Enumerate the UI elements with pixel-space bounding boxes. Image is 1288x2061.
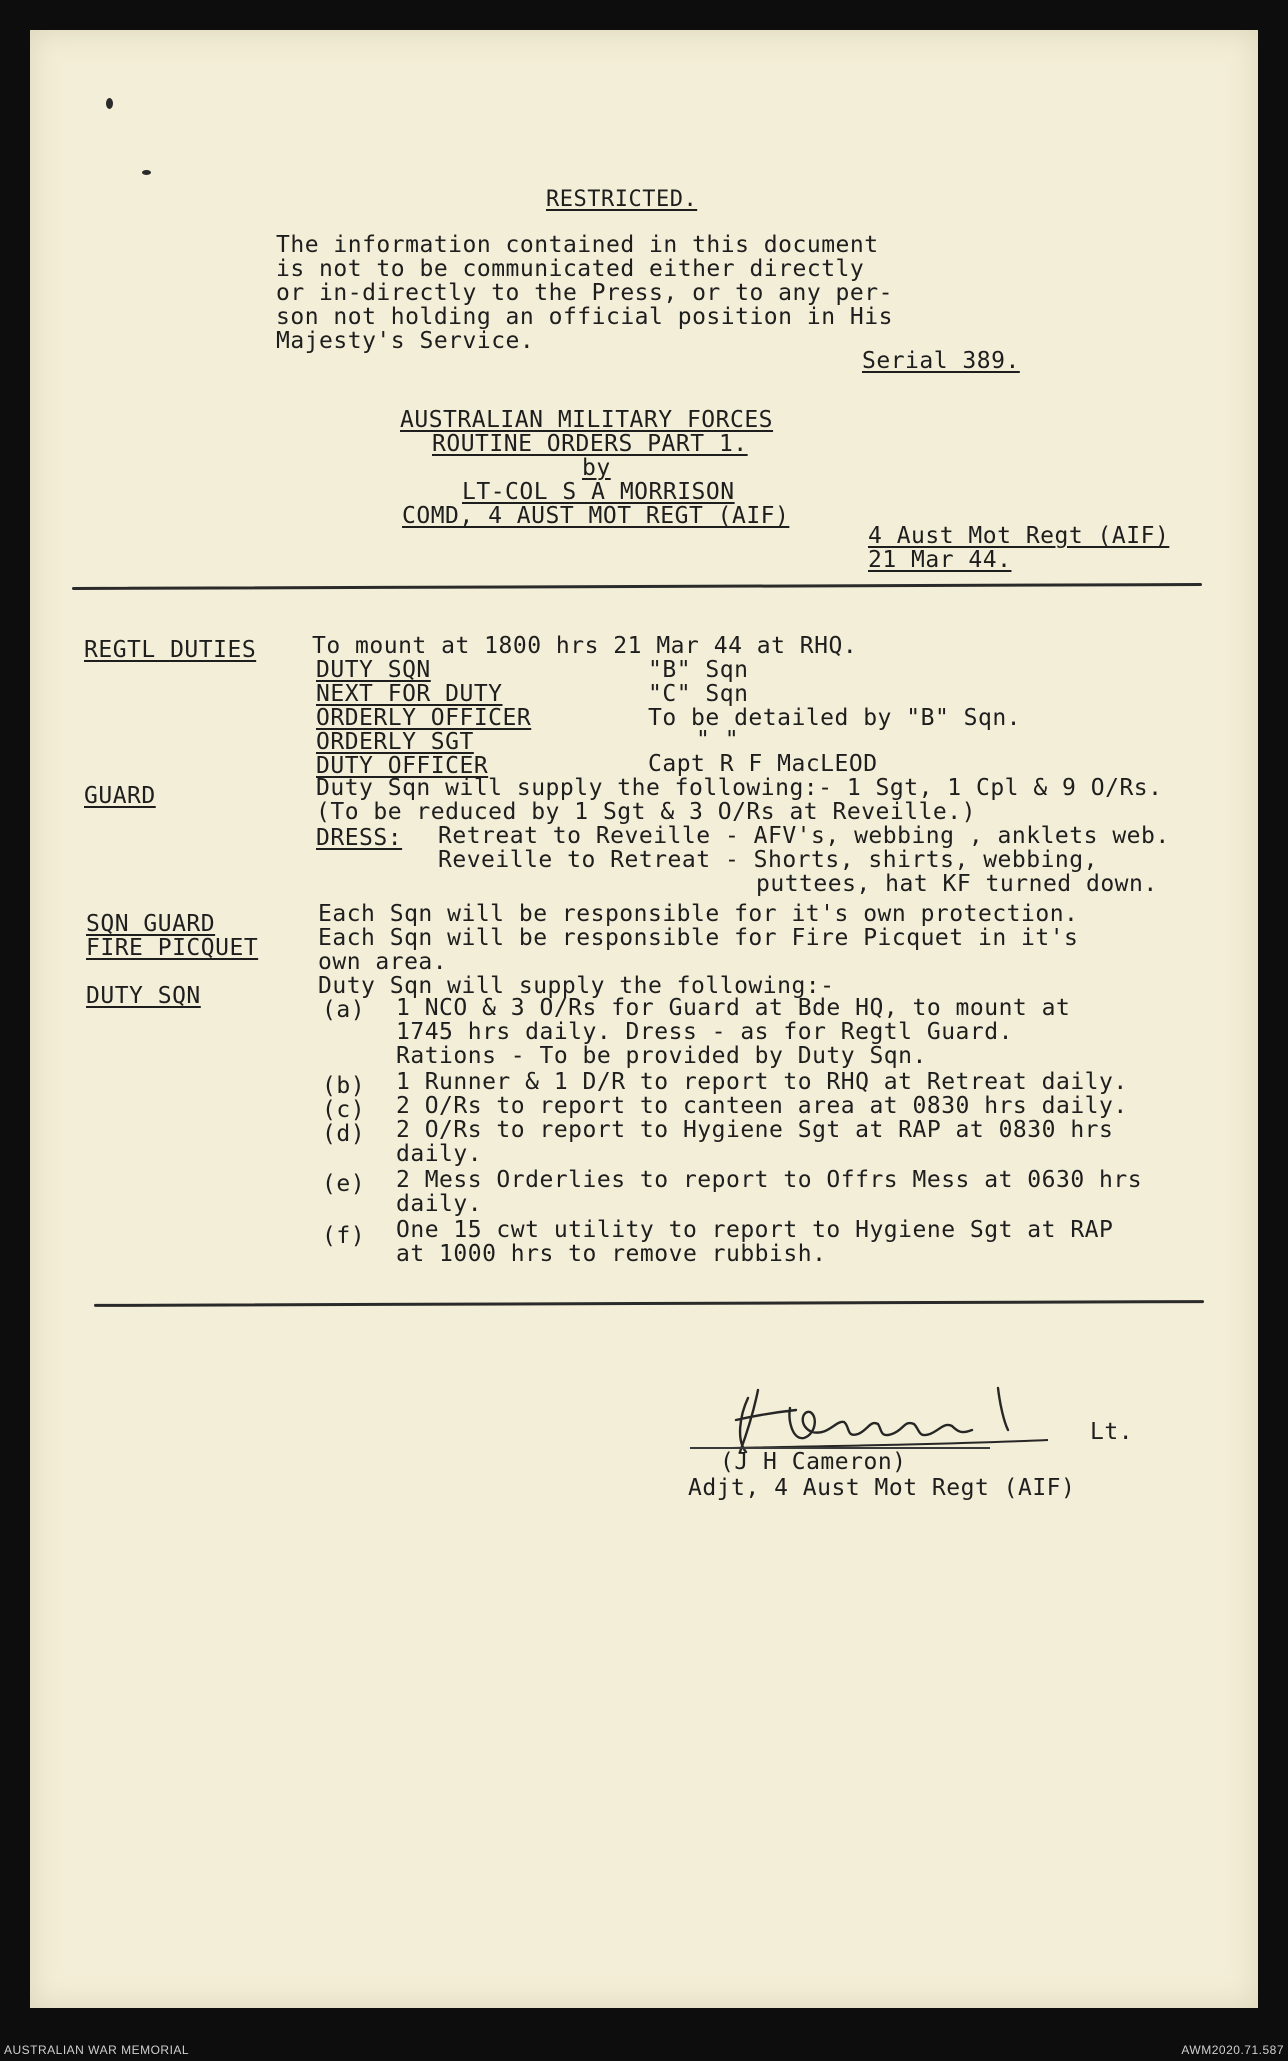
signatory-title: Adjt, 4 Aust Mot Regt (AIF) [688, 1475, 1076, 1501]
item-line: daily. [396, 1191, 483, 1217]
title-line: LT-COL S A MORRISON [462, 479, 735, 505]
duty-value: To be detailed by "B" Sqn. [648, 705, 1022, 731]
classification-heading: RESTRICTED. [546, 187, 698, 212]
dress-line: Retreat to Reveille - AFV's, webbing , anklets web. [438, 823, 1170, 849]
sqn-guard-text: Each Sqn will be responsible for it's own protection. [318, 901, 1079, 927]
guard-line: (To be reduced by 1 Sgt & 3 O/Rs at Reveille.) [316, 799, 976, 825]
item-marker: (f) [322, 1223, 366, 1249]
item-line: Rations - To be provided by Duty Sqn. [396, 1043, 927, 1069]
duty-value: " " [696, 727, 740, 753]
footer-archive-name: AUSTRALIAN WAR MEMORIAL [4, 2043, 190, 2057]
ink-blot [142, 170, 151, 175]
item-line: at 1000 hrs to remove rubbish. [396, 1241, 827, 1267]
item-marker: (b) [322, 1073, 366, 1099]
notice-line: The information contained in this document [276, 232, 879, 258]
guard-line: Duty Sqn will supply the following:- 1 Sgt, 1 Cpl & 9 O/Rs. [316, 775, 1163, 801]
serial-number: Serial 389. [862, 348, 1020, 374]
duty-label: DUTY SQN [316, 657, 431, 683]
section-heading-fire-picquet: FIRE PICQUET [86, 935, 259, 961]
signature-rank: Lt. [1090, 1419, 1134, 1445]
regtl-duties-intro: To mount at 1800 hrs 21 Mar 44 at RHQ. [312, 633, 858, 659]
fire-picquet-line: own area. [318, 949, 448, 975]
title-line: AUSTRALIAN MILITARY FORCES [400, 407, 774, 433]
duty-value: Capt R F MacLEOD [648, 751, 878, 777]
duty-value: "C" Sqn [648, 681, 749, 707]
title-line: COMD, 4 AUST MOT REGT (AIF) [402, 503, 790, 529]
item-marker: (a) [322, 997, 366, 1023]
ink-blot [106, 98, 113, 109]
duty-label: ORDERLY SGT [316, 729, 474, 755]
item-line: 2 Mess Orderlies to report to Offrs Mess at 0630 hrs [396, 1167, 1143, 1193]
section-heading-sqn-guard: SQN GUARD [86, 911, 216, 937]
item-line: One 15 cwt utility to report to Hygiene Sgt at RAP [396, 1217, 1114, 1243]
notice-line: is not to be communicated either directly [276, 256, 865, 282]
duty-label: DUTY OFFICER [316, 753, 489, 779]
title-line: ROUTINE ORDERS PART 1. [432, 431, 748, 457]
item-marker: (d) [322, 1121, 366, 1147]
title-line: by [582, 455, 611, 481]
item-marker: (e) [322, 1171, 366, 1197]
order-date: 21 Mar 44. [868, 547, 1012, 573]
item-line: 2 O/Rs to report to canteen area at 0830 hrs daily. [396, 1093, 1128, 1119]
section-heading-duty-sqn: DUTY SQN [86, 983, 201, 1009]
duty-label: ORDERLY OFFICER [316, 705, 532, 731]
divider [94, 1300, 1204, 1307]
section-heading-regtl-duties: REGTL DUTIES [84, 637, 257, 663]
item-line: 1745 hrs daily. Dress - as for Regtl Guard. [396, 1019, 1013, 1045]
duty-sqn-intro: Duty Sqn will supply the following:- [318, 973, 835, 999]
section-heading-guard: GUARD [84, 783, 156, 809]
notice-line: Majesty's Service. [276, 328, 535, 354]
footer-accession-number: AWM2020.71.587 [1181, 2043, 1284, 2057]
fire-picquet-line: Each Sqn will be responsible for Fire Picquet in it's [318, 925, 1079, 951]
item-marker: (c) [322, 1097, 366, 1123]
duty-label: NEXT FOR DUTY [316, 681, 503, 707]
item-line: 2 O/Rs to report to Hygiene Sgt at RAP at 0830 hrs [396, 1117, 1114, 1143]
dress-label: DRESS: [316, 825, 403, 851]
document-page [30, 30, 1258, 2008]
item-line: daily. [396, 1141, 483, 1167]
dress-line: puttees, hat KF turned down. [756, 871, 1158, 897]
item-line: 1 NCO & 3 O/Rs for Guard at Bde HQ, to mount at [396, 995, 1071, 1021]
item-line: 1 Runner & 1 D/R to report to RHQ at Retreat daily. [396, 1069, 1128, 1095]
dress-line: Reveille to Retreat - Shorts, shirts, webbing, [438, 847, 1098, 873]
unit-name: 4 Aust Mot Regt (AIF) [868, 523, 1170, 549]
signatory-name: (J H Cameron) [720, 1449, 907, 1475]
divider [72, 583, 1202, 590]
notice-line: or in-directly to the Press, or to any per- [276, 280, 893, 306]
duty-value: "B" Sqn [648, 657, 749, 683]
notice-line: son not holding an official position in His [276, 304, 893, 330]
